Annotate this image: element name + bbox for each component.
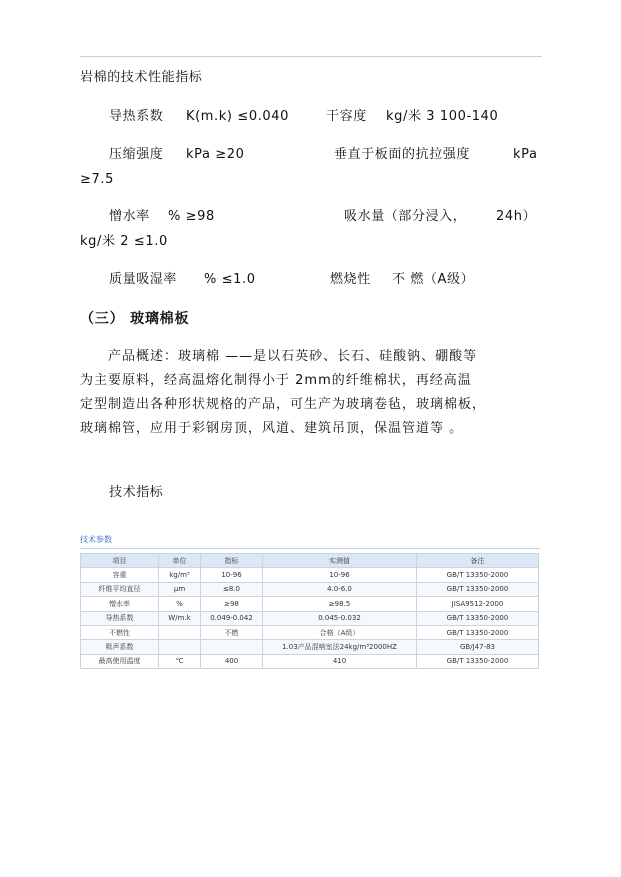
overview-paragraph: [80, 345, 550, 441]
cell-note: GB/T 13350-2000: [417, 625, 539, 639]
overview-line-2: 为主要原料，经高温熔化制得小于 2mm的纤维棉状，再经高温: [80, 373, 472, 388]
r1-value-b: kg/米 3 100-140: [386, 109, 499, 124]
cell-unit: [159, 625, 201, 639]
r3-label-b: 吸水量（部分浸入，: [344, 209, 467, 224]
cell-item: 纤维平均直径: [81, 582, 159, 596]
cell-item: 不燃性: [81, 625, 159, 639]
section-title: （三） 玻璃棉板: [80, 311, 190, 327]
r2-label-a: 压缩强度: [109, 147, 164, 162]
col-header: 指标: [201, 554, 263, 568]
spec-panel: [80, 532, 540, 712]
cell-unit: μm: [159, 582, 201, 596]
spec-panel-rule: [80, 548, 540, 549]
cell-measured: 410: [263, 654, 417, 668]
cell-unit: %: [159, 597, 201, 611]
table-row: [81, 654, 539, 668]
r2-value-b: kPa: [513, 147, 538, 162]
cell-note: GB/T 13350-2000: [417, 611, 539, 625]
col-header: 项目: [81, 554, 159, 568]
cell-note: GB/T 13350-2000: [417, 654, 539, 668]
cell-measured: 4.0-6.0: [263, 582, 417, 596]
cell-item: 憎水率: [81, 597, 159, 611]
cell-spec: 不燃: [201, 625, 263, 639]
table-row: [81, 582, 539, 596]
r4-value-b: 不 燃（A级）: [392, 272, 475, 287]
cell-measured: 0.045-0.032: [263, 611, 417, 625]
cell-unit: W/m.k: [159, 611, 201, 625]
r4-label-a: 质量吸湿率: [109, 272, 178, 287]
cell-item: 容重: [81, 568, 159, 582]
cell-spec: ≤8.0: [201, 582, 263, 596]
cell-item: 吸声系数: [81, 640, 159, 654]
table-row: [81, 625, 539, 639]
cell-unit: ℃: [159, 654, 201, 668]
cell-item: 导热系数: [81, 611, 159, 625]
spec-header-row: [81, 554, 539, 568]
cell-unit: kg/m³: [159, 568, 201, 582]
r3-label-a: 憎水率: [109, 209, 150, 224]
overview-line-3: 定型制造出各种形状规格的产品，可生产为玻璃卷毡，玻璃棉板，: [80, 397, 487, 412]
cell-measured: 10-96: [263, 568, 417, 582]
table-row: [81, 597, 539, 611]
r1-label-b: 干容度: [326, 109, 367, 124]
r4-value-a: % ≤1.0: [204, 272, 256, 287]
r3-value-b: 24h）: [496, 209, 537, 224]
cell-note: GB/T 13350-2000: [417, 568, 539, 582]
heading: 岩棉的技术性能指标: [80, 70, 203, 85]
spec-panel-title: 技术参数: [80, 535, 112, 544]
r3-value-a: % ≥98: [168, 209, 215, 224]
header-rule: [80, 56, 542, 57]
table-row: [81, 611, 539, 625]
cell-unit: [159, 640, 201, 654]
tech-label: 技术指标: [109, 485, 164, 500]
col-header: 单位: [159, 554, 201, 568]
cell-spec: 10-96: [201, 568, 263, 582]
cell-measured: 合格（A级）: [263, 625, 417, 639]
cell-spec: 400: [201, 654, 263, 668]
cell-note: JISA9512-2000: [417, 597, 539, 611]
col-header: 实测值: [263, 554, 417, 568]
spec-table: [80, 553, 539, 669]
r3-wrap: kg/米 2 ≤1.0: [80, 234, 168, 249]
r2-wrap: ≥7.5: [80, 172, 114, 187]
overview-line-4: 玻璃棉管，应用于彩钢房顶，风道、建筑吊顶，保温管道等 。: [80, 421, 464, 436]
cell-note: GB/T 13350-2000: [417, 582, 539, 596]
table-row: [81, 568, 539, 582]
r1-value-a: K(m.k) ≤0.040: [186, 109, 290, 124]
cell-spec: ≥98: [201, 597, 263, 611]
cell-measured: ≥98.5: [263, 597, 417, 611]
r4-label-b: 燃烧性: [330, 272, 371, 287]
overview-line-1: 产品概述：玻璃棉 ——是以石英砂、长石、硅酸钠、硼酸等: [108, 349, 478, 364]
cell-note: GB/J47-83: [417, 640, 539, 654]
r1-label-a: 导热系数: [109, 109, 164, 124]
r2-value-a: kPa ≥20: [186, 147, 245, 162]
r2-label-b: 垂直于板面的抗拉强度: [334, 147, 471, 162]
cell-spec: 0.049-0.042: [201, 611, 263, 625]
table-row: [81, 640, 539, 654]
cell-item: 最高使用温度: [81, 654, 159, 668]
cell-measured: 1.03产品混响室法24kg/m³2000HZ: [263, 640, 417, 654]
col-header: 备注: [417, 554, 539, 568]
cell-spec: [201, 640, 263, 654]
